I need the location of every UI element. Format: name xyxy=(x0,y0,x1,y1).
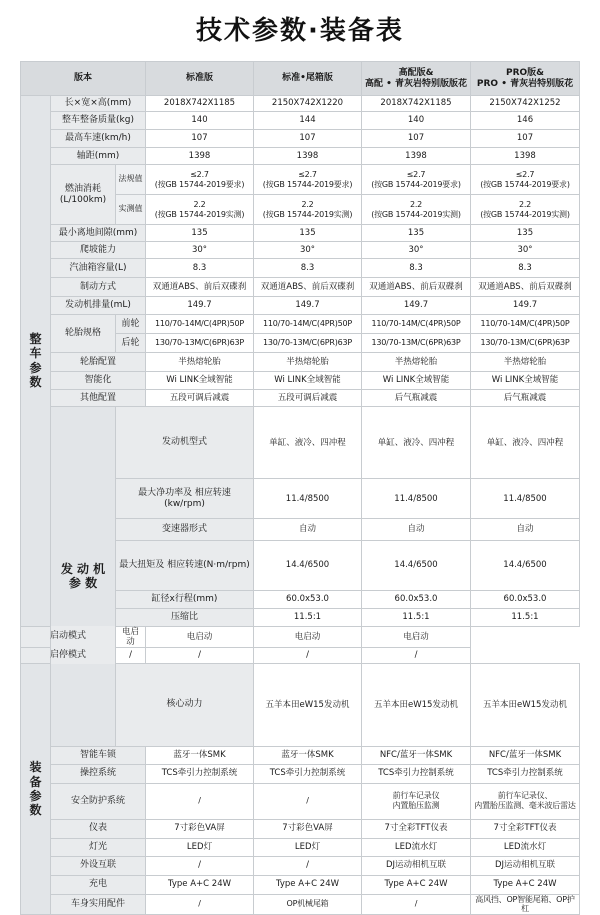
cell-fuel-reg: ≤2.7 (按GB 15744-2019要求) xyxy=(146,165,254,195)
cell-brake: 双通道ABS、前后双碟刹 xyxy=(471,278,580,297)
label-acc: 车身实用配件 xyxy=(51,894,146,914)
row-light xyxy=(21,838,580,856)
label-trans: 变速器形式 xyxy=(116,519,254,540)
header-high: 高配版& 高配 • 青灰岩特别版版花 xyxy=(362,62,471,96)
cell-tire-front: 110/70-14M/C(4PR)50P xyxy=(362,315,471,334)
sub-tire-front: 前轮 xyxy=(116,315,146,334)
label-displacement: 发动机排量(mL) xyxy=(51,297,146,315)
row-dash xyxy=(21,819,580,838)
cell-hub: 半热熔轮胎 xyxy=(254,353,362,372)
row-climb xyxy=(21,242,580,259)
label-hub: 轮胎配置 xyxy=(51,353,146,372)
cell-start: 电启动 xyxy=(362,626,471,647)
cell-core: 五羊本田eW15发动机 xyxy=(254,664,362,747)
label-power: 最大净功率及 相应转速(kw/rpm) xyxy=(116,479,254,519)
cell-safety: / xyxy=(146,783,254,819)
cell-core: 五羊本田eW15发动机 xyxy=(471,664,580,747)
cell-light: LED灯 xyxy=(254,838,362,856)
cell-dash: 7寸彩色VA屏 xyxy=(146,819,254,838)
cell-control: TCS牵引力控制系统 xyxy=(146,764,254,783)
row-fuel-reg xyxy=(21,165,580,195)
cell-fuel-test: 2.2 (按GB 15744-2019实测) xyxy=(254,195,362,225)
cell-brake: 双通道ABS、前后双碟刹 xyxy=(254,278,362,297)
cell-climb: 30° xyxy=(254,242,362,259)
label-lock: 智能车锁 xyxy=(51,746,146,764)
label-clearance: 最小离地间隙(mm) xyxy=(51,225,146,242)
cell-hub: 半热熔轮胎 xyxy=(362,353,471,372)
cell-charge: Type A+C 24W xyxy=(254,875,362,894)
cell-tire-rear: 130/70-13M/C(6PR)63P xyxy=(254,334,362,353)
cell-ratio: 11.5:1 xyxy=(471,608,580,626)
cell-light: LED流水灯 xyxy=(362,838,471,856)
row-dims xyxy=(21,96,580,112)
sub-tire-rear: 后轮 xyxy=(116,334,146,353)
label-climb: 爬坡能力 xyxy=(51,242,146,259)
cell-acc: / xyxy=(146,894,254,914)
label-ext: 外设互联 xyxy=(51,856,146,875)
label-ratio: 压缩比 xyxy=(116,608,254,626)
cell-charge: Type A+C 24W xyxy=(362,875,471,894)
header-row xyxy=(21,62,580,96)
cell-lock: NFC/蓝牙一体SMK xyxy=(362,746,471,764)
cell-fuel-test: 2.2 (按GB 15744-2019实测) xyxy=(362,195,471,225)
cell-core: 五羊本田eW15发动机 xyxy=(362,664,471,747)
cell-tank: 8.3 xyxy=(254,259,362,278)
label-fuel: 燃油消耗(L/100km) xyxy=(51,165,116,225)
cell-bore: 60.0x53.0 xyxy=(254,590,362,608)
label-smart: 智能化 xyxy=(51,372,146,390)
cell-clearance: 135 xyxy=(146,225,254,242)
label-engtype: 发动机型式 xyxy=(116,407,254,479)
cell-tank: 8.3 xyxy=(471,259,580,278)
cell-clearance: 135 xyxy=(471,225,580,242)
cell-dims: 2018X742X1185 xyxy=(146,96,254,112)
cell-speed: 107 xyxy=(362,130,471,148)
cell-ratio: 11.5:1 xyxy=(362,608,471,626)
row-hub xyxy=(21,353,580,372)
cell-lock: NFC/蓝牙一体SMK xyxy=(471,746,580,764)
cell-displacement: 149.7 xyxy=(254,297,362,315)
cell-safety: 前行车记录仪 内置胎压监测 xyxy=(362,783,471,819)
label-start: 启动模式 xyxy=(21,626,116,647)
cell-bore: 60.0x53.0 xyxy=(362,590,471,608)
cell-trans: 自动 xyxy=(471,519,580,540)
label-bore: 缸径x行程(mm) xyxy=(116,590,254,608)
cell-ext: DJ运动相机互联 xyxy=(362,856,471,875)
cell-wheelbase: 1398 xyxy=(146,148,254,165)
row-ext xyxy=(21,856,580,875)
cell-dash: 7寸彩色VA屏 xyxy=(254,819,362,838)
cell-power: 11.4/8500 xyxy=(362,479,471,519)
cell-weight: 144 xyxy=(254,112,362,130)
cell-start: 电启动 xyxy=(254,626,362,647)
cell-clearance: 135 xyxy=(254,225,362,242)
cell-ext: / xyxy=(146,856,254,875)
cell-smart: Wi LINK全域智能 xyxy=(471,372,580,390)
cell-other: 五段可调后减震 xyxy=(146,390,254,407)
section-equipment: 装 备 参 数 xyxy=(21,664,51,915)
cell-charge: Type A+C 24W xyxy=(471,875,580,894)
cell-smart: Wi LINK全域智能 xyxy=(254,372,362,390)
row-other xyxy=(21,390,580,407)
cell-speed: 107 xyxy=(146,130,254,148)
row-smart xyxy=(21,372,580,390)
sub-fuel-test: 实测值 xyxy=(116,195,146,225)
label-weight: 整车整备质量(kg) xyxy=(51,112,146,130)
cell-tire-rear: 130/70-13M/C(6PR)63P xyxy=(362,334,471,353)
row-weight xyxy=(21,112,580,130)
label-light: 灯光 xyxy=(51,838,146,856)
cell-speed: 107 xyxy=(254,130,362,148)
row-displacement xyxy=(21,297,580,315)
cell-acc: / xyxy=(362,894,471,914)
header-label: 版本 xyxy=(21,62,146,96)
cell-power: 11.4/8500 xyxy=(254,479,362,519)
cell-ext: DJ运动相机互联 xyxy=(471,856,580,875)
header-standard: 标准版 xyxy=(146,62,254,96)
cell-ext: / xyxy=(254,856,362,875)
cell-dims: 2150X742X1220 xyxy=(254,96,362,112)
cell-light: LED灯 xyxy=(146,838,254,856)
cell-clearance: 135 xyxy=(362,225,471,242)
row-tank xyxy=(21,259,580,278)
cell-displacement: 149.7 xyxy=(471,297,580,315)
label-torque: 最大扭矩及 相应转速(N·m/rpm) xyxy=(116,540,254,590)
cell-dash: 7寸全彩TFT仪表 xyxy=(362,819,471,838)
cell-power: 11.4/8500 xyxy=(471,479,580,519)
cell-climb: 30° xyxy=(146,242,254,259)
cell-other: 后气瓶减震 xyxy=(471,390,580,407)
label-speed: 最高车速(km/h) xyxy=(51,130,146,148)
row-charge xyxy=(21,875,580,894)
cell-climb: 30° xyxy=(362,242,471,259)
row-lock xyxy=(21,746,580,764)
cell-dims: 2150X742X1252 xyxy=(471,96,580,112)
cell-lock: 蓝牙一体SMK xyxy=(146,746,254,764)
cell-smart: Wi LINK全域智能 xyxy=(362,372,471,390)
row-brake xyxy=(21,278,580,297)
cell-engtype: 单缸、液冷、四冲程 xyxy=(254,407,362,479)
cell-safety: / xyxy=(254,783,362,819)
cell-weight: 140 xyxy=(362,112,471,130)
label-dims: 长×宽×高(mm) xyxy=(51,96,146,112)
cell-trans: 自动 xyxy=(362,519,471,540)
cell-safety: 前行车记录仪、 内置胎压监测、毫米波后雷达 xyxy=(471,783,580,819)
row-start xyxy=(21,626,580,647)
cell-start: 电启动 xyxy=(146,626,254,647)
cell-brake: 双通道ABS、前后双碟刹 xyxy=(146,278,254,297)
cell-control: TCS牵引力控制系统 xyxy=(362,764,471,783)
label-control: 操控系统 xyxy=(51,764,146,783)
cell-torque: 14.4/6500 xyxy=(471,540,580,590)
cell-fuel-reg: ≤2.7 (按GB 15744-2019要求) xyxy=(254,165,362,195)
cell-stop: / xyxy=(146,648,254,664)
cell-stop: / xyxy=(362,648,471,664)
label-charge: 充电 xyxy=(51,875,146,894)
label-tire: 轮胎规格 xyxy=(51,315,116,353)
spec-table xyxy=(20,61,580,915)
label-core: 核心动力 xyxy=(116,664,254,747)
cell-wheelbase: 1398 xyxy=(254,148,362,165)
cell-climb: 30° xyxy=(471,242,580,259)
cell-dims: 2018X742X1185 xyxy=(362,96,471,112)
row-speed xyxy=(21,130,580,148)
cell-fuel-test: 2.2 (按GB 15744-2019实测) xyxy=(471,195,580,225)
cell-dash: 7寸全彩TFT仪表 xyxy=(471,819,580,838)
sub-fuel-reg: 法规值 xyxy=(116,165,146,195)
cell-hub: 半热熔轮胎 xyxy=(471,353,580,372)
cell-tire-front: 110/70-14M/C(4PR)50P xyxy=(254,315,362,334)
cell-torque: 14.4/6500 xyxy=(254,540,362,590)
label-brake: 制动方式 xyxy=(51,278,146,297)
cell-tire-rear: 130/70-13M/C(6PR)63P xyxy=(471,334,580,353)
cell-start: 电启动 xyxy=(116,626,146,647)
cell-fuel-reg: ≤2.7 (按GB 15744-2019要求) xyxy=(471,165,580,195)
cell-hub: 半热熔轮胎 xyxy=(146,353,254,372)
row-clearance xyxy=(21,225,580,242)
page-title: 技术参数·装备表 xyxy=(196,15,404,46)
cell-ratio: 11.5:1 xyxy=(254,608,362,626)
row-control xyxy=(21,764,580,783)
cell-speed: 107 xyxy=(471,130,580,148)
row-safety xyxy=(21,783,580,819)
cell-smart: Wi LINK全域智能 xyxy=(146,372,254,390)
cell-torque: 14.4/6500 xyxy=(362,540,471,590)
cell-control: TCS牵引力控制系统 xyxy=(471,764,580,783)
cell-light: LED流水灯 xyxy=(471,838,580,856)
row-acc xyxy=(21,894,580,914)
cell-engtype: 单缸、液冷、四冲程 xyxy=(362,407,471,479)
cell-stop: / xyxy=(254,648,362,664)
cell-other: 后气瓶减震 xyxy=(362,390,471,407)
section-engine: 发 动 机 参 数 xyxy=(51,407,116,747)
cell-tank: 8.3 xyxy=(146,259,254,278)
header-pro: PRO版& PRO • 青灰岩特别版花 xyxy=(471,62,580,96)
cell-tire-front: 110/70-14M/C(4PR)50P xyxy=(146,315,254,334)
cell-fuel-test: 2.2 (按GB 15744-2019实测) xyxy=(146,195,254,225)
cell-tank: 8.3 xyxy=(362,259,471,278)
cell-displacement: 149.7 xyxy=(362,297,471,315)
cell-lock: 蓝牙一体SMK xyxy=(254,746,362,764)
cell-wheelbase: 1398 xyxy=(471,148,580,165)
cell-control: TCS牵引力控制系统 xyxy=(254,764,362,783)
cell-other: 五段可调后减震 xyxy=(254,390,362,407)
row-wheelbase xyxy=(21,148,580,165)
label-dash: 仪表 xyxy=(51,819,146,838)
cell-charge: Type A+C 24W xyxy=(146,875,254,894)
cell-weight: 146 xyxy=(471,112,580,130)
cell-tire-front: 110/70-14M/C(4PR)50P xyxy=(471,315,580,334)
cell-engtype: 单缸、液冷、四冲程 xyxy=(471,407,580,479)
label-wheelbase: 轴距(mm) xyxy=(51,148,146,165)
cell-stop: / xyxy=(116,648,146,664)
row-stop xyxy=(21,648,580,664)
cell-weight: 140 xyxy=(146,112,254,130)
label-other: 其他配置 xyxy=(51,390,146,407)
cell-acc: 高风挡、OP智能尾箱、OP护杠 xyxy=(471,894,580,914)
cell-bore: 60.0x53.0 xyxy=(471,590,580,608)
header-trunk: 标准•尾箱版 xyxy=(254,62,362,96)
cell-displacement: 149.7 xyxy=(146,297,254,315)
cell-trans: 自动 xyxy=(254,519,362,540)
cell-tire-rear: 130/70-13M/C(6PR)63P xyxy=(146,334,254,353)
row-tire-front xyxy=(21,315,580,334)
label-tank: 汽油箱容量(L) xyxy=(51,259,146,278)
cell-brake: 双通道ABS、前后双碟刹 xyxy=(362,278,471,297)
label-stop: 启停模式 xyxy=(21,648,116,664)
row-engtype xyxy=(21,407,580,479)
label-safety: 安全防护系统 xyxy=(51,783,146,819)
section-vehicle: 整 车 参 数 xyxy=(21,96,51,627)
cell-acc: OP机械尾箱 xyxy=(254,894,362,914)
cell-fuel-reg: ≤2.7 (按GB 15744-2019要求) xyxy=(362,165,471,195)
cell-wheelbase: 1398 xyxy=(362,148,471,165)
